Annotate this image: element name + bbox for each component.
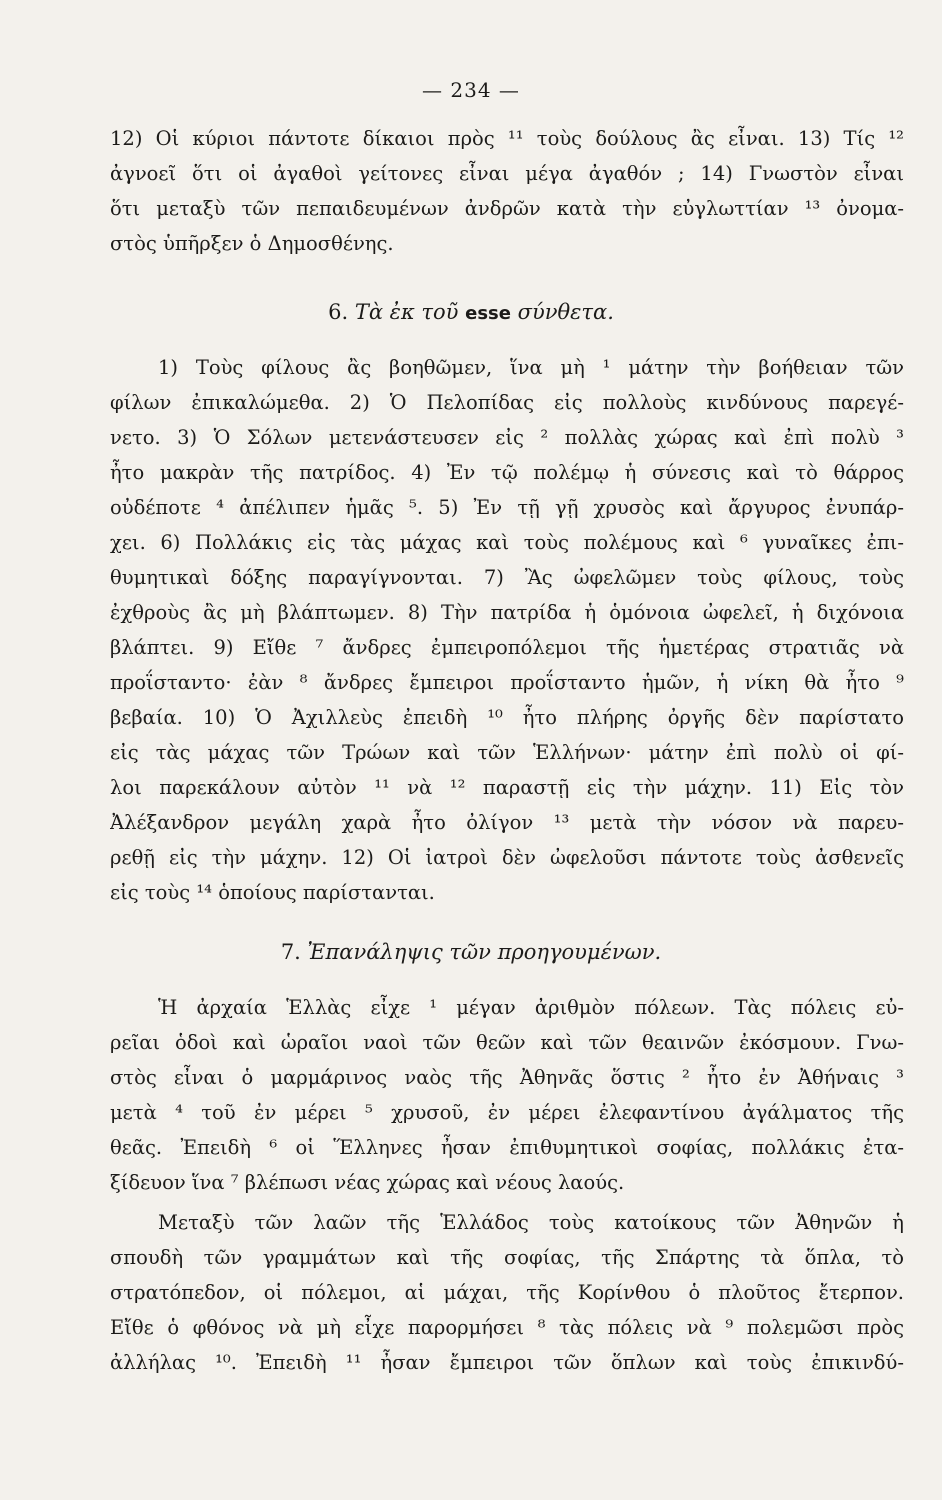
section-heading-6	[0, 300, 942, 324]
text-line: Ἡ ἀρχαία Ἑλλὰς εἶχε ¹ μέγαν ἀριθμὸν πόλεων. Τὰς πόλεις εὐ-	[158, 996, 904, 1019]
text-line: θυμητικαὶ δόξης παραγίγνονται. 7) Ἂς ὠφελῶμεν τοὺς φίλους, τοὺς	[110, 566, 904, 589]
section-number: 6.	[328, 300, 349, 324]
text-line: ἐχθροὺς ἂς μὴ βλάπτωμεν. 8) Τὴν πατρίδα ἡ ὁμόνοια ὠφελεῖ, ἡ διχόνοια	[110, 601, 904, 624]
text-line: φίλων ἐπικαλώμεθα. 2) Ὁ Πελοπίδας εἰς πολλοὺς κινδύνους παρεγέ-	[110, 391, 904, 414]
text-line: στρατόπεδον, οἱ πόλεμοι, αἱ μάχαι, τῆς Κορίνθου ὁ πλοῦτος ἔτερπον.	[110, 1281, 904, 1304]
page-number: — 234 —	[422, 78, 520, 102]
text-line: βλάπτει. 9) Εἴθε ⁷ ἄνδρες ἐμπειροπόλεμοι τῆς ἡμετέρας στρατιᾶς νὰ	[110, 636, 904, 659]
text-line: σπουδὴ τῶν γραμμάτων καὶ τῆς σοφίας, τῆς Σπάρτης τὰ ὅπλα, τὸ	[110, 1246, 904, 1269]
text-line: Ἀλέξανδρον μεγάλη χαρὰ ἦτο ὀλίγον ¹³ μετὰ τὴν νόσον νὰ παρευ-	[110, 811, 904, 834]
text-line: ρεῖαι ὁδοὶ καὶ ὡραῖοι ναοὶ τῶν θεῶν καὶ τῶν θεαινῶν ἐκόσμουν. Γνω-	[110, 1031, 904, 1054]
review-paragraph-2	[110, 1205, 904, 1380]
text-line: προΐσταντο· ἐὰν ⁸ ἄνδρες ἔμπειροι προΐσταντο ἡμῶν, ἡ νίκη θὰ ἦτο ⁹	[110, 671, 904, 694]
section-number: 7.	[280, 940, 301, 964]
exercise-block-6	[110, 350, 904, 910]
text-line: στὸς εἶναι ὁ μαρμάρινος ναὸς τῆς Ἀθηνᾶς ὅστις ² ἦτο ἐν Ἀθήναις ³	[110, 1066, 904, 1089]
text-line: νετο. 3) Ὁ Σόλων μετενάστευσεν εἰς ² πολλὰς χώρας καὶ ἐπὶ πολὺ ³	[110, 426, 904, 449]
text-line: εἰς τοὺς ¹⁴ ὁποίους παρίστανται.	[110, 881, 435, 904]
text-line: Εἴθε ὁ φθόνος νὰ μὴ εἶχε παρορμήσει ⁸ τὰς πόλεις νὰ ⁹ πολεμῶσι πρὸς	[110, 1316, 904, 1339]
text-line: χει. 6) Πολλάκις εἰς τὰς μάχας καὶ τοὺς πολέμους καὶ ⁶ γυναῖκες ἐπι-	[110, 531, 904, 554]
exercise-block-continued	[110, 121, 904, 261]
text-line: ρεθῇ εἰς τὴν μάχην. 12) Οἱ ἰατροὶ δὲν ὠφελοῦσι πάντοτε τοὺς ἀσθενεῖς	[110, 846, 904, 869]
text-line: θεᾶς. Ἐπειδὴ ⁶ οἱ Ἕλληνες ἦσαν ἐπιθυμητικοὶ σοφίας, πολλάκις ἐτα-	[110, 1136, 904, 1159]
text-line: 12) Οἱ κύριοι πάντοτε δίκαιοι πρὸς ¹¹ τοὺς δούλους ἂς εἶναι. 13) Τίς ¹²	[110, 127, 904, 150]
text-line: εἰς τὰς μάχας τῶν Τρώων καὶ τῶν Ἑλλήνων· μάτην ἐπὶ πολὺ οἱ φί-	[110, 741, 904, 764]
section-title-latin: esse	[465, 303, 511, 324]
text-line: Μεταξὺ τῶν λαῶν τῆς Ἑλλάδος τοὺς κατοίκους τῶν Ἀθηνῶν ἡ	[158, 1211, 904, 1234]
text-line: ὅτι μεταξὺ τῶν πεπαιδευμένων ἀνδρῶν κατὰ τὴν εὐγλωττίαν ¹³ ὀνομα-	[110, 197, 904, 220]
review-paragraph-1	[110, 990, 904, 1200]
text-line: στὸς ὑπῆρξεν ὁ Δημοσθένης.	[110, 232, 394, 255]
text-line: βεβαία. 10) Ὁ Ἀχιλλεὺς ἐπειδὴ ¹⁰ ἦτο πλήρης ὀργῆς δὲν παρίστατο	[110, 706, 904, 729]
text-line: οὐδέποτε ⁴ ἀπέλιπεν ἡμᾶς ⁵. 5) Ἐν τῇ γῇ χρυσὸς καὶ ἄργυρος ἐνυπάρ-	[110, 496, 904, 519]
section-heading-7	[0, 940, 942, 964]
section-title: Ἐπανάληψις τῶν προηγουμένων.	[307, 940, 662, 964]
text-line: λοι παρεκάλουν αὐτὸν ¹¹ νὰ ¹² παραστῇ εἰς τὴν μάχην. 11) Εἰς τὸν	[110, 776, 904, 799]
text-line: μετὰ ⁴ τοῦ ἐν μέρει ⁵ χρυσοῦ, ἐν μέρει ἐλεφαντίνου ἀγάλματος τῆς	[110, 1101, 904, 1124]
text-line: ἀγνοεῖ ὅτι οἱ ἀγαθοὶ γείτονες εἶναι μέγα ἀγαθόν ; 14) Γνωστὸν εἶναι	[110, 162, 904, 185]
text-line: ἀλλήλας ¹⁰. Ἐπειδὴ ¹¹ ἦσαν ἔμπειροι τῶν ὅπλων καὶ τοὺς ἐπικινδύ-	[110, 1351, 904, 1374]
text-line: ξίδευον ἵνα ⁷ βλέπωσι νέας χώρας καὶ νέους λαούς.	[110, 1171, 625, 1194]
section-title-part: Τὰ ἐκ τοῦ	[354, 300, 459, 324]
text-line: 1) Τοὺς φίλους ἂς βοηθῶμεν, ἵνα μὴ ¹ μάτην τὴν βοήθειαν τῶν	[158, 356, 904, 379]
section-title-part: σύνθετα.	[517, 300, 614, 324]
text-line: ἦτο μακρὰν τῆς πατρίδος. 4) Ἐν τῷ πολέμῳ ἡ σύνεσις καὶ τὸ θάρρος	[110, 461, 904, 484]
